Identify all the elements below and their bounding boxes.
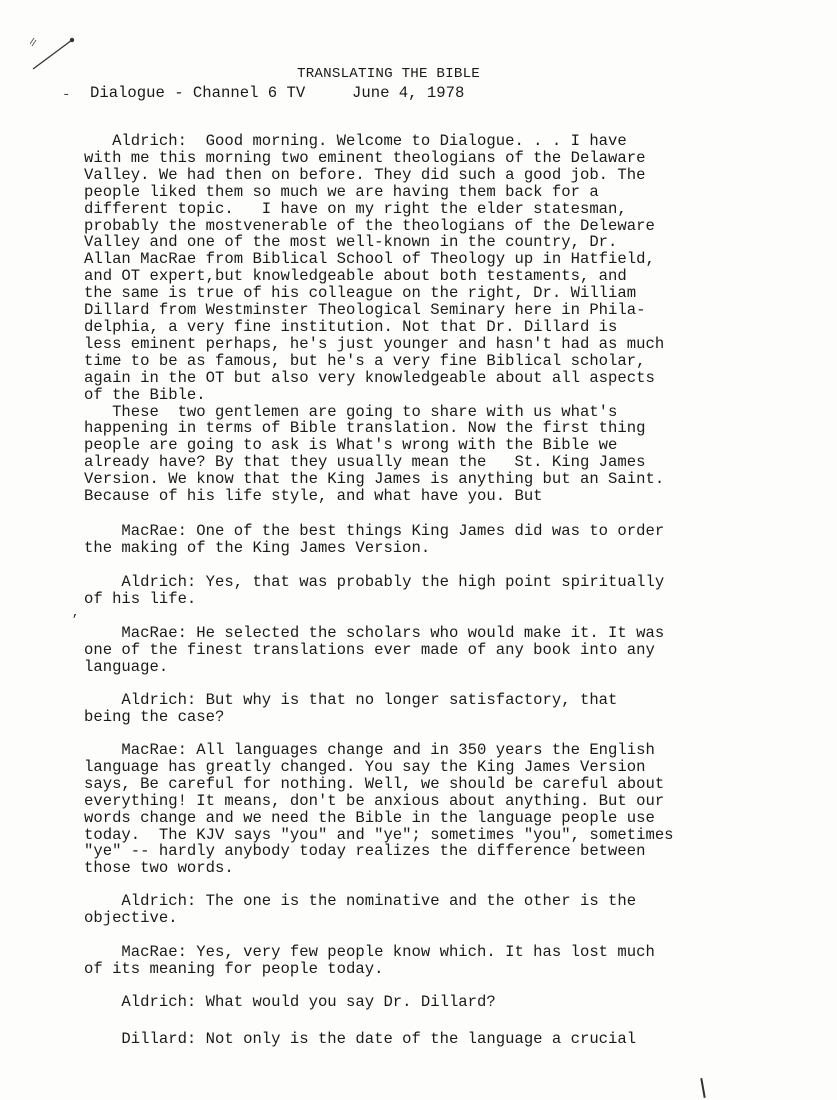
paragraph-macrae-3: [84, 742, 804, 877]
text-line: words change and we need the Bible in the language people use: [84, 808, 655, 827]
text-line: with me this morning two eminent theologians of the Delaware: [84, 148, 646, 167]
text-line: MacRae: One of the best things King James did was to order: [84, 522, 665, 540]
text-line: today. The KJV says "you" and "ye"; sometimes "you", sometimes: [84, 825, 674, 844]
pen-mark-icon: [30, 34, 78, 74]
text-line: the making of the King James Version.: [84, 538, 431, 557]
text-line: These two gentlemen are going to share with us what's: [84, 402, 618, 421]
text-line: Aldrich: What would you say Dr. Dillard?: [84, 993, 496, 1011]
text-line: Valley and one of the most well-known in the country, Dr.: [84, 233, 618, 252]
text-line: delphia, a very fine institution. Not that Dr. Dillard is: [84, 317, 618, 336]
text-line: probably the mostvenerable of the theologians of the Deleware: [84, 216, 655, 235]
text-line: "ye" -- hardly anybody today realizes the difference between: [84, 842, 646, 861]
text-line: Aldrich: The one is the nominative and the other is the: [84, 892, 637, 910]
text-line: Dillard: Not only is the date of the language a crucial: [84, 1030, 637, 1048]
text-line: Valley. We had then on before. They did such a good job. The: [84, 165, 646, 184]
text-line: Allan MacRae from Biblical School of Theology up in Hatfield,: [84, 250, 655, 269]
text-line: less eminent perhaps, he's just younger and hasn't had as much: [84, 334, 665, 353]
paragraph-dillard-1: [84, 1031, 804, 1048]
text-line: says, Be careful for nothing. Well, we should be careful about: [84, 774, 665, 793]
paragraph-macrae-1: [84, 523, 804, 557]
text-line: Aldrich: Yes, that was probably the high point spiritually: [84, 573, 665, 591]
paragraph-aldrich-2: [84, 574, 804, 608]
paragraph-aldrich-4: [84, 893, 804, 927]
paragraph-aldrich-5: [84, 994, 804, 1011]
document-subtitle: Dialogue - Channel 6 TV June 4, 1978: [90, 84, 465, 102]
text-line: again in the OT but also very knowledgeable about all aspects: [84, 368, 655, 387]
text-line: already have? By that they usually mean the St. King James: [84, 453, 646, 472]
margin-dash: -: [62, 87, 71, 103]
text-line: time to be as famous, but he's a very fine Biblical scholar,: [84, 351, 646, 370]
text-line: language has greatly changed. You say the King James Version: [84, 757, 646, 776]
text-line: MacRae: He selected the scholars who would make it. It was: [84, 624, 665, 642]
text-line: MacRae: Yes, very few people know which. It has lost much: [84, 943, 655, 961]
paragraph-macrae-4: [84, 944, 804, 978]
text-line: Aldrich: Good morning. Welcome to Dialogue. . . I have: [84, 132, 627, 150]
text-line: being the case?: [84, 707, 225, 726]
text-line: Aldrich: But why is that no longer satisfactory, that: [84, 691, 618, 709]
text-line: everything! It means, don't be anxious about anything. But our: [84, 791, 665, 810]
text-line: those two words.: [84, 859, 234, 878]
text-line: Version. We know that the King James is anything but an Saint.: [84, 470, 665, 489]
text-line: objective.: [84, 908, 178, 927]
text-line: of the Bible.: [84, 385, 206, 404]
text-line: MacRae: All languages change and in 350 years the English: [84, 741, 655, 759]
text-line: of its meaning for people today.: [84, 959, 384, 978]
text-line: of his life.: [84, 589, 197, 608]
text-line: the same is true of his colleague on the right, Dr. William: [84, 284, 637, 303]
text-line: people liked them so much we are having them back for a: [84, 182, 599, 201]
paragraph-aldrich-intro: [84, 133, 804, 505]
document-title: TRANSLATING THE BIBLE: [297, 66, 480, 82]
text-line: Dillard from Westminster Theological Seminary here in Phila-: [84, 301, 646, 320]
text-line: one of the finest translations ever made of any book into any: [84, 640, 655, 659]
paragraph-aldrich-3: [84, 692, 804, 726]
text-line: Because of his life style, and what have you. But: [84, 487, 543, 506]
text-line: different topic. I have on my right the elder statesman,: [84, 199, 627, 218]
text-line: and OT expert,but knowledgeable about both testaments, and: [84, 267, 627, 286]
paragraph-macrae-2: [84, 625, 804, 676]
margin-tick: ,: [72, 606, 80, 620]
text-line: happening in terms of Bible translation. Now the first thing: [84, 419, 646, 438]
text-line: people are going to ask is What's wrong with the Bible we: [84, 436, 618, 455]
text-line: language.: [84, 657, 169, 676]
margin-stroke: [700, 1078, 705, 1098]
